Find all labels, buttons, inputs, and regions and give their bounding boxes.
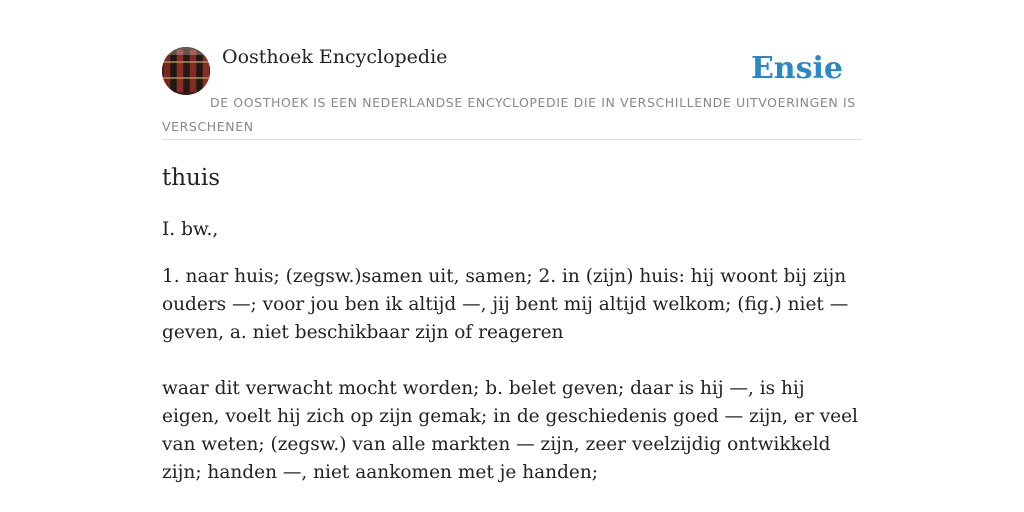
source-avatar[interactable] [162, 47, 210, 95]
source-name[interactable]: Oosthoek Encyclopedie [222, 46, 448, 68]
entry-paragraph: waar dit verwacht mocht worden; b. belet geven; daar is hij —, is hij eigen, voelt hij zich op zijn gemak; in de geschiedenis goed — zijn, er veel van weten; (zegsw.) van alle markten — zijn, zeer veelzijdig ontwikkeld zijn; handen —, niet aankomen met je handen; [162, 378, 858, 483]
bookshelf-icon [162, 47, 210, 95]
source-description: DE OOSTHOEK IS EEN NEDERLANDSE ENCYCLOPEDIE DIE IN VERSCHILLENDE UITVOERINGEN IS VERSCHENEN [162, 95, 856, 134]
entry-term: thuis [162, 165, 221, 191]
brand-logo[interactable]: Ensie [750, 51, 843, 86]
entry-paragraph: I. bw., [162, 219, 219, 240]
entry-content [162, 160, 862, 487]
entry-paragraph: 1. naar huis; (zegsw.)samen uit, samen; 2. in (zijn) huis: hij woont bij zijn ouders —; voor jou ben ik altijd —, jij bent mij altijd welkom; (fig.) niet — geven, a. niet beschikbaar zijn of reageren [162, 266, 849, 343]
page-header [162, 46, 862, 140]
